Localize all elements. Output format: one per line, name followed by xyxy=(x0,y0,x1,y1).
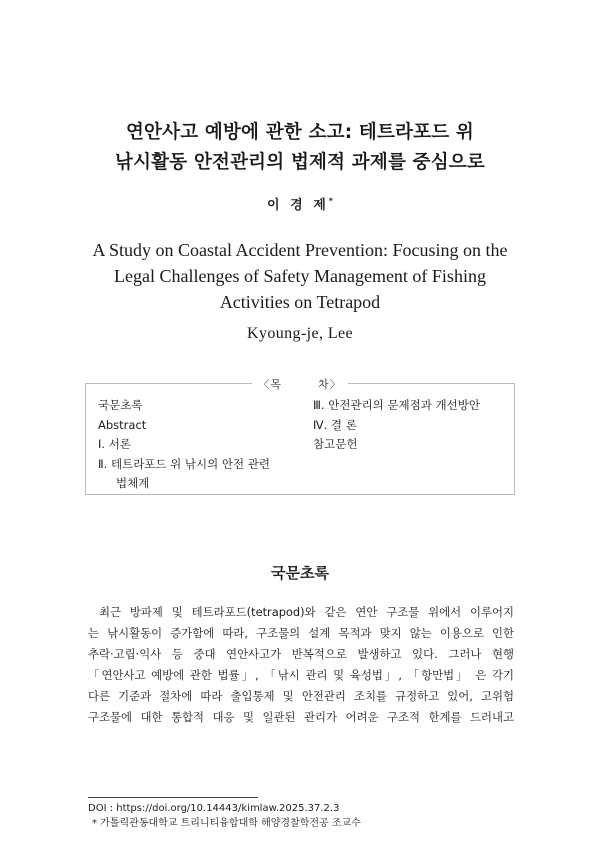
toc-item: 참고문헌 xyxy=(313,437,358,451)
abstract-line: 구조물에 대한 통합적 대응 및 일관된 관리가 어려운 구조적 한계를 드러내고 xyxy=(88,710,514,724)
korean-author xyxy=(0,194,600,213)
toc-heading: 〈목 차〉 xyxy=(252,378,347,391)
footnote-divider xyxy=(88,797,258,798)
abstract-line: 「연안사고 예방에 관한 법률」, 「낚시 관리 및 육성법」, 「항만법」 은 각기 xyxy=(88,668,514,682)
toc-item: Ⅳ. 결 론 xyxy=(313,417,357,432)
korean-author-name: 이 경 제 xyxy=(267,198,329,213)
abstract-line: 추락·고립·익사 등 중대 연안사고가 반복적으로 발생하고 있다. 그러나 현행 xyxy=(88,647,514,661)
abstract-line: 는 낚시활동이 증가함에 따라, 구조물의 설계 목적과 맞지 않는 이용으로 인한 xyxy=(88,626,514,640)
toc-right-column xyxy=(313,396,508,455)
toc-item-continuation: 법체계 xyxy=(116,476,150,490)
english-title xyxy=(40,237,560,315)
table-of-contents xyxy=(85,378,515,495)
doi-footnote: DOI : https://doi.org/10.14443/kimlaw.2025.37.2.3 xyxy=(88,803,340,814)
toc-item: Abstract xyxy=(98,417,147,432)
abstract-body xyxy=(88,602,514,728)
english-title-line: Legal Challenges of Safety Management of Fishing xyxy=(114,266,486,286)
toc-item: Ⅲ. 안전관리의 문제점과 개선방안 xyxy=(313,398,480,412)
toc-left-column xyxy=(98,396,303,494)
korean-title-line: 연안사고 예방에 관한 소고: 테트라포드 위 xyxy=(125,122,474,143)
english-title-line: Activities on Tetrapod xyxy=(219,292,381,312)
author-affiliation-footnote: * 가톨릭관동대학교 트리니티융합대학 해양경찰학전공 조교수 xyxy=(92,818,361,829)
author-footnote-mark: * xyxy=(328,196,333,206)
english-title-line: A Study on Coastal Accident Prevention: Focusing on the xyxy=(92,240,508,260)
abstract-line: 다른 기준과 절차에 따라 출입통제 및 안전관리 조치를 규정하고 있어, 고위험 xyxy=(88,689,514,703)
abstract-heading: 국문초록 xyxy=(271,564,329,582)
toc-item: Ⅰ. 서론 xyxy=(98,437,131,451)
toc-item: 국문초록 xyxy=(98,398,143,412)
toc-item: Ⅱ. 테트라포드 위 낚시의 안전 관련 xyxy=(98,456,271,471)
korean-title xyxy=(40,118,560,178)
abstract-line: 최근 방파제 및 테트라포드(tetrapod)와 같은 연안 구조물 위에서 이루어지 xyxy=(99,605,514,619)
english-author: Kyoung-je, Lee xyxy=(246,325,353,342)
korean-title-line: 낚시활동 안전관리의 법제적 과제를 중심으로 xyxy=(115,152,485,173)
